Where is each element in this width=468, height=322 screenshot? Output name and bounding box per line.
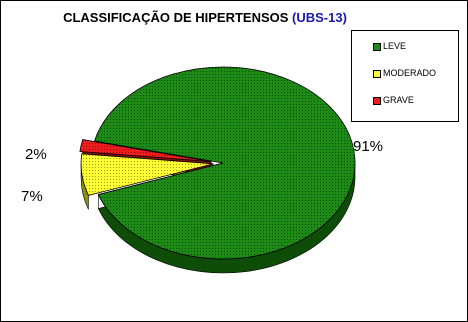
legend-swatch-leve [373, 43, 381, 51]
legend-label-leve: LEVE [383, 41, 407, 51]
pct-label-moderado: 7% [21, 188, 43, 205]
chart-title-accent: (UBS-13) [292, 10, 347, 25]
pct-label-grave: 2% [25, 146, 47, 163]
legend-swatch-grave [373, 97, 381, 105]
legend-label-moderado: MODERADO [383, 68, 437, 78]
legend-label-grave: GRAVE [383, 95, 414, 105]
chart-title-main: CLASSIFICAÇÃO DE HIPERTENSOS [63, 10, 293, 25]
pct-label-leve: 91% [353, 138, 384, 155]
legend-swatch-moderado [373, 70, 381, 78]
legend [351, 30, 459, 122]
